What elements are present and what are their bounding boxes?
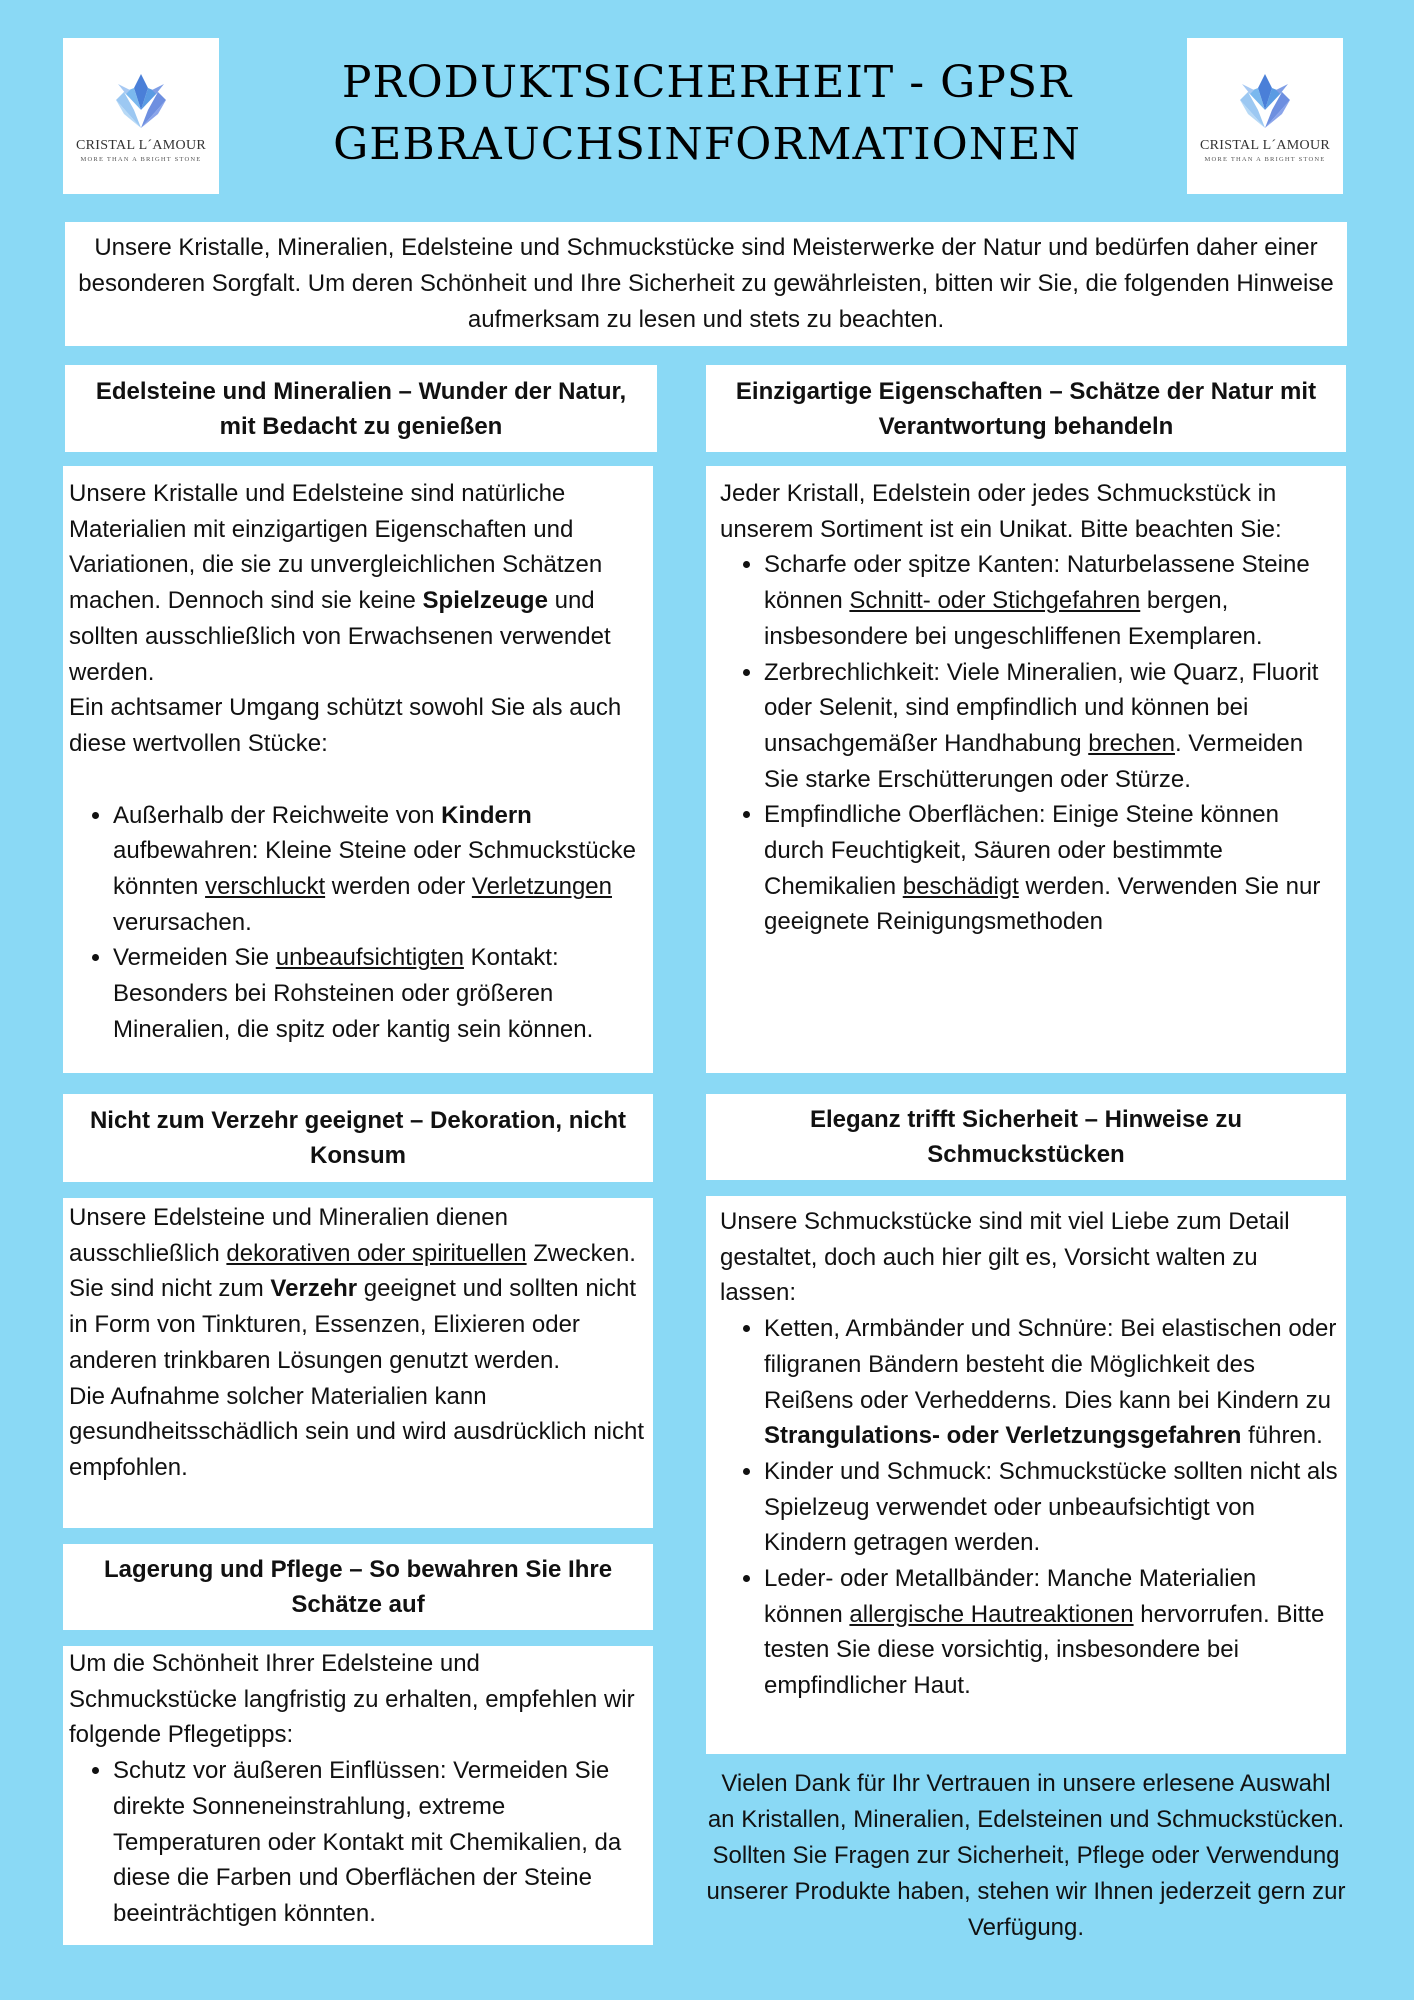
paragraph: Unsere Kristalle und Edelsteine sind natürliche Materialien mit einzigartigen Eigenschaften und Variationen, die sie zu unvergleichlichen Schätzen machen. Dennoch sind sie keine Spielzeuge und sollten ausschließlich von Erwachsenen verwendet werden. (69, 480, 611, 686)
heading-eigenschaften: Einzigartige Eigenschaften – Schätze der Natur mit Verantwortung behandeln (706, 365, 1346, 452)
logo-brand: CRISTAL L´AMOUR (75, 137, 207, 153)
logo-tagline: MORE THAN A BRIGHT STONE (80, 155, 202, 163)
list-item: • Vermeiden Sie unbeaufsichtigten Kontakt: Besonders bei Rohsteinen oder größeren Mineralien, die spitz oder kantig sein können. (113, 940, 647, 1047)
page-title (250, 52, 1164, 176)
closing-text: Vielen Dank für Ihr Vertrauen in unsere erlesene Auswahl an Kristallen, Mineralien, Edelsteinen und Schmuckstücken. Sollten Sie Fragen zur Sicherheit, Pflege oder Verwendung unserer Produkte haben, stehen wir Ihnen jederzeit gern zur Verfügung. (706, 1770, 1346, 1941)
logo-right (1187, 38, 1343, 194)
paragraph: Um die Schönheit Ihrer Edelsteine und Schmuckstücke langfristig zu erhalten, empfehlen wir folgende Pflegetipps: (69, 1650, 635, 1749)
paragraph: Unsere Edelsteine und Mineralien dienen ausschließlich dekorativen oder spirituellen Zwecken. Sie sind nicht zum Verzehr geeignet und sollten nicht in Form von Tinkturen, Essenzen, Elixieren oder anderen trinkbaren Lösungen genutzt werden. (69, 1204, 637, 1374)
heading-schmuck: Eleganz trifft Sicherheit – Hinweise zu Schmuckstücken (706, 1094, 1346, 1180)
bullet-list (720, 1311, 1340, 1704)
body-verzehr (63, 1198, 653, 1528)
bullet-list (720, 547, 1340, 940)
paragraph: Ein achtsamer Umgang schützt sowohl Sie als auch diese wertvollen Stücke: (69, 694, 622, 757)
list-item: • Außerhalb der Reichweite von Kindern aufbewahren: Kleine Steine oder Schmuckstücke könnten verschluckt werden oder Verletzungen verursachen. (113, 798, 647, 941)
list-item: • Scharfe oder spitze Kanten: Naturbelassene Steine können Schnitt- oder Stichgefahren bergen, insbesondere bei ungeschliffenen Exemplaren. (764, 547, 1340, 654)
heading-verzehr: Nicht zum Verzehr geeignet – Dekoration, nicht Konsum (63, 1094, 653, 1182)
body-schmuck (706, 1196, 1346, 1754)
list-item: • Empfindliche Oberflächen: Einige Steine können durch Feuchtigkeit, Säuren oder bestimmte Chemikalien beschädigt werden. Verwenden Sie nur geeignete Reinigungsmethoden (764, 797, 1340, 940)
list-item: • Zerbrechlichkeit: Viele Mineralien, wie Quarz, Fluorit oder Selenit, sind empfindlich und können bei unsachgemäßer Handhabung brechen. Vermeiden Sie starke Erschütterungen oder Stürze. (764, 655, 1340, 798)
paragraph: Die Aufnahme solcher Materialien kann gesundheitsschädlich sein und wird ausdrücklich nicht empfohlen. (69, 1382, 644, 1481)
body-lagerung (63, 1646, 653, 1945)
title-line-1: PRODUKTSICHERHEIT - GPSR (341, 57, 1073, 108)
intro-box: Unsere Kristalle, Mineralien, Edelsteine und Schmuckstücke sind Meisterwerke der Natur und bedürfen daher einer besonderen Sorgfalt. Um deren Schönheit und Ihre Sicherheit zu gewährleisten, bitten wir Sie, die folgenden Hinweise aufmerksam zu lesen und stets zu beachten. (65, 222, 1347, 346)
paragraph: Unsere Schmuckstücke sind mit viel Liebe zum Detail gestaltet, doch auch hier gilt es, Vorsicht walten zu lassen: (720, 1208, 1290, 1307)
crystal-logo-icon (1228, 70, 1302, 134)
heading-edelsteine: Edelsteine und Mineralien – Wunder der Natur, mit Bedacht zu genießen (65, 365, 657, 452)
paragraph: Jeder Kristall, Edelstein oder jedes Schmuckstück in unserem Sortiment ist ein Unikat. Bitte beachten Sie: (720, 480, 1282, 543)
list-item: • Schutz vor äußeren Einflüssen: Vermeiden Sie direkte Sonneneinstrahlung, extreme Temperaturen oder Kontakt mit Chemikalien, da diese die Farben und Oberflächen der Steine beeinträchtigen könnten. (113, 1753, 647, 1932)
list-item: • Ketten, Armbänder und Schnüre: Bei elastischen oder filigranen Bändern besteht die Möglichkeit des Reißens oder Verhedderns. Dies kann bei Kindern zu Strangulations- oder Verletzungsgefahren führen. (764, 1311, 1340, 1454)
crystal-logo-icon (104, 70, 178, 134)
bullet-list (69, 1753, 647, 1932)
body-edelsteine (63, 466, 653, 1073)
logo-brand: CRISTAL L´AMOUR (1199, 137, 1331, 153)
list-item: • Leder- oder Metallbänder: Manche Materialien können allergische Hautreaktionen hervorrufen. Bitte testen Sie diese vorsichtig, insbesondere bei empfindlicher Haut. (764, 1561, 1340, 1704)
list-item: • Kinder und Schmuck: Schmuckstücke sollten nicht als Spielzeug verwendet oder unbeaufsichtigt von Kindern getragen werden. (764, 1454, 1340, 1561)
bullet-list (69, 798, 647, 1048)
logo-left (63, 38, 219, 194)
logo-tagline: MORE THAN A BRIGHT STONE (1204, 155, 1326, 163)
heading-lagerung: Lagerung und Pflege – So bewahren Sie Ihre Schätze auf (63, 1544, 653, 1630)
body-eigenschaften (706, 466, 1346, 1073)
title-line-2: GEBRAUCHSINFORMATIONEN (333, 119, 1081, 170)
